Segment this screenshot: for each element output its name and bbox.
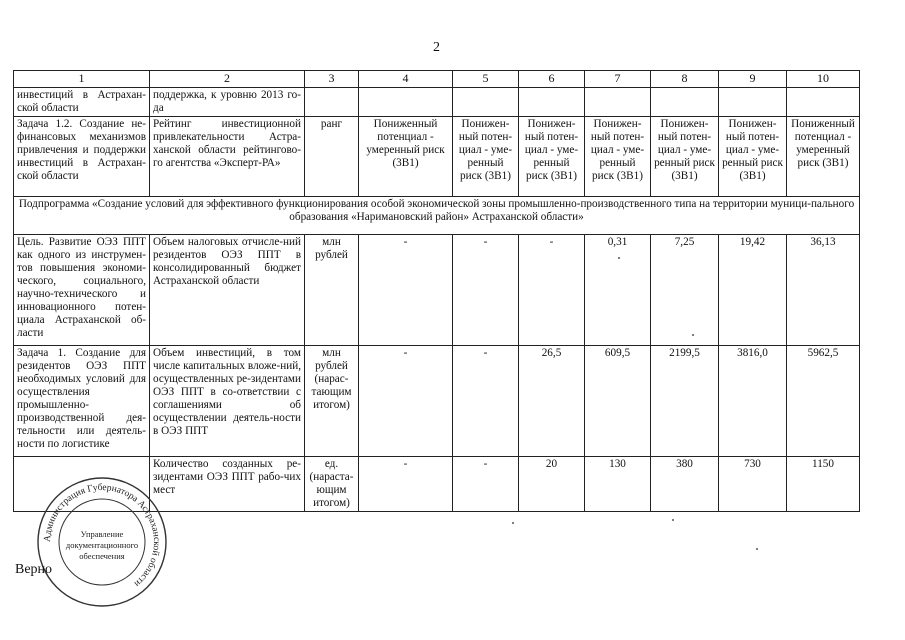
value-cell: - (453, 346, 519, 457)
header-row (14, 71, 860, 88)
value-cell: 0,31 (585, 235, 651, 346)
value-cell: 5962,5 (787, 346, 860, 457)
value-cell: Пониженный потенциал - умеренный риск (3В1) (359, 117, 453, 197)
value-cell: - (359, 457, 453, 512)
task-cell: инвестиций в Астрахан-ской области (14, 88, 150, 117)
verno-label: Верно (15, 562, 53, 577)
value-cell: - (519, 235, 585, 346)
indicator-cell: Объем инвестиций, в том числе капитальных вложе-ний, осуществленных ре-зидентами ОЭЗ ППТ в со-ответствии с соглашениями об осуществлении деятель-ности в ОЭЗ ППТ (150, 346, 305, 457)
indicator-cell: поддержка, к уровню 2013 го-да (150, 88, 305, 117)
seal-ring-text: Администрация Губернатора Астраханской области (42, 482, 162, 589)
indicators-table (13, 70, 860, 512)
value-cell: Понижен-ный потен-циал - уме-ренный риск (3В1) (719, 117, 787, 197)
table-row (14, 88, 860, 117)
seal-center-line: документационного (65, 540, 139, 550)
header-cell: 8 (651, 71, 719, 88)
goal-cell: Цель. Развитие ОЭЗ ППТ как одного из инструмен-тов повышения экономи-ческого, социального, научно-технического и инновационного потен-циала Астраханской об-ласти (14, 235, 150, 346)
unit-cell: млн рублей (305, 235, 359, 346)
value-cell: 2199,5 (651, 346, 719, 457)
value-cell: - (359, 235, 453, 346)
official-seal (34, 474, 170, 610)
value-cell: 19,42 (719, 235, 787, 346)
indicator-cell: Количество созданных ре-зидентами ОЭЗ ППТ рабо-чих мест (150, 457, 305, 512)
scan-speck (618, 257, 620, 259)
value-cell: 7,25 (651, 235, 719, 346)
scan-speck (672, 519, 674, 521)
value-cell: 26,5 (519, 346, 585, 457)
scan-speck (692, 334, 694, 336)
value-cell: 609,5 (585, 346, 651, 457)
table-row (14, 235, 860, 346)
value-cell: Пониженный потенциал - умеренный риск (3В1) (787, 117, 860, 197)
header-cell: 4 (359, 71, 453, 88)
header-cell: 7 (585, 71, 651, 88)
page-number: 2 (433, 40, 440, 55)
value-cell: Понижен-ный потен-циал - уме-ренный риск (3В1) (453, 117, 519, 197)
header-cell: 3 (305, 71, 359, 88)
unit-cell: млн рублей (нарас-тающим итогом) (305, 346, 359, 457)
value-cell: 730 (719, 457, 787, 512)
task-cell: Задача 1.2. Создание не-финансовых механизмов привлечения и поддержки инвестиций в Астрахан-ской области (14, 117, 150, 197)
indicator-cell: Рейтинг инвестиционной привлекательности Астра-ханской области рейтингово-го агентства «Эксперт-РА» (150, 117, 305, 197)
header-cell: 6 (519, 71, 585, 88)
value-cell: - (359, 346, 453, 457)
unit-cell: ед. (нараста-ющим итогом) (305, 457, 359, 512)
table-row (14, 117, 860, 197)
header-cell: 9 (719, 71, 787, 88)
header-cell: 5 (453, 71, 519, 88)
unit-cell: ранг (305, 117, 359, 197)
value-cell: - (453, 235, 519, 346)
header-cell: 2 (150, 71, 305, 88)
value-cell: 3816,0 (719, 346, 787, 457)
value-cell: Понижен-ный потен-циал - уме-ренный риск (3В1) (651, 117, 719, 197)
value-cell: 380 (651, 457, 719, 512)
seal-center-line: обеспечения (79, 551, 125, 561)
subprogram-title: Подпрограмма «Создание условий для эффективного функционирования особой экономической зоны промышленно-производственного типа на территории муници-пального образования «Наримановский район» Астраханской области» (14, 197, 860, 235)
header-cell: 10 (787, 71, 860, 88)
table-row (14, 346, 860, 457)
value-cell: 1150 (787, 457, 860, 512)
scan-speck (512, 522, 514, 524)
seal-center-line: Управление (80, 529, 124, 539)
value-cell: Понижен-ный потен-циал - уме-ренный риск (3В1) (519, 117, 585, 197)
value-cell: 36,13 (787, 235, 860, 346)
value-cell: 130 (585, 457, 651, 512)
subprogram-row (14, 197, 860, 235)
header-cell: 1 (14, 71, 150, 88)
task-cell: Задача 1. Создание для резидентов ОЭЗ ППТ необходимых условий для осуществления промышленно-производственной дея-тельности или деятель-ности по логистике (14, 346, 150, 457)
scan-speck (756, 548, 758, 550)
value-cell: 20 (519, 457, 585, 512)
value-cell: - (453, 457, 519, 512)
indicator-cell: Объем налоговых отчисле-ний резидентов ОЭЗ ППТ в консолидированный бюджет Астраханской области (150, 235, 305, 346)
value-cell: Понижен-ный потен-циал - уме-ренный риск (3В1) (585, 117, 651, 197)
